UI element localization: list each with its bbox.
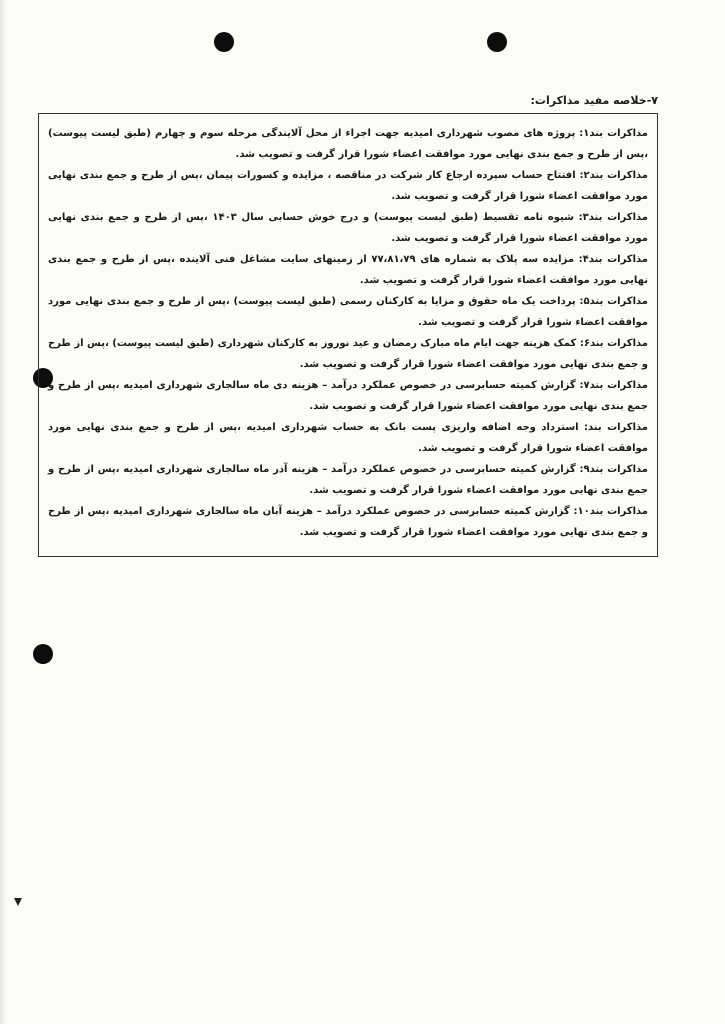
notes-list <box>48 123 648 543</box>
note-item-1: مذاکرات بند۱: پروژه های مصوب شهرداری امیدیه جهت اجراء از محل آلایندگی مرحله سوم و چهارم (طبق لیست پیوست) ،پس از طرح و جمع بندی نهایی مورد موافقت اعضاء شورا قرار گرفت و تصویب شد. <box>48 128 648 160</box>
note-item-7: مذاکرات بند۷: گزارش کمیته حسابرسی در خصوص عملکرد درآمد – هزینه دی ماه سالجاری شهرداری امیدیه ،پس از طرح و جمع بندی نهایی مورد موافقت اعضاء شورا قرار گرفت و تصویب شد. <box>48 380 648 412</box>
punch-hole <box>33 644 53 664</box>
note-item-2: مذاکرات بند۲: افتتاح حساب سپرده ارجاع کار شرکت در مناقصه ، مزایده و کسورات پیمان ،پس از طرح و جمع بندی نهایی مورد موافقت اعضاء شورا قرار گرفت و تصویب شد. <box>48 170 648 202</box>
negotiation-summary-box <box>38 113 658 557</box>
note-item-10: مذاکرات بند۱۰: گزارش کمیته حسابرسی در خصوص عملکرد درآمد – هزینه آبان ماه سالجاری شهرداری امیدیه ،پس از طرح و جمع بندی نهایی مورد موافقت اعضاء شورا قرار گرفت و تصویب شد. <box>48 506 648 538</box>
punch-hole <box>487 32 507 52</box>
note-item-5: مذاکرات بند۵: پرداخت یک ماه حقوق و مزایا به کارکنان رسمی (طبق لیست پیوست) ،پس از طرح و جمع بندی نهایی مورد موافقت اعضاء شورا قرار گرفت و تصویب شد. <box>48 296 648 328</box>
section-heading: ۷-خلاصه مفید مذاکرات: <box>530 94 658 107</box>
scan-mark <box>14 898 22 906</box>
note-item-6: مذاکرات بند۶: کمک هزینه جهت ایام ماه مبارک رمضان و عید نوروز به کارکنان شهرداری (طبق لیست پیوست) ،پس از طرح و جمع بندی نهایی مورد موافقت اعضاء شورا قرار گرفت و تصویب شد. <box>48 338 648 370</box>
note-item-8: مذاکرات بند: استرداد وجه اضافه واریزی پست بانک به حساب شهرداری امیدیه ،پس از طرح و جمع بندی نهایی مورد موافقت اعضاء شورا قرار گرفت و تصویب شد. <box>48 422 648 454</box>
note-item-4: مذاکرات بند۴: مزایده سه پلاک به شماره های ۷۷،۸۱،۷۹ از زمینهای سایت مشاغل فنی آلاینده ،پس از طرح و جمع بندی نهایی مورد موافقت اعضاء شورا قرار گرفت و تصویب شد. <box>48 254 648 286</box>
note-item-3: مذاکرات بند۳: شیوه نامه تقسیط (طبق لیست پیوست) و درج خوش حسابی سال ۱۴۰۳ ،پس از طرح و جمع بندی نهایی مورد موافقت اعضاء شورا قرار گرفت و تصویب شد. <box>48 212 648 244</box>
punch-hole <box>214 32 234 52</box>
page-edge-shadow <box>0 0 6 1024</box>
note-item-9: مذاکرات بند۹: گزارش کمیته حسابرسی در خصوص عملکرد درآمد – هزینه آذر ماه سالجاری شهرداری امیدیه ،پس از طرح و جمع بندی نهایی مورد موافقت اعضاء شورا قرار گرفت و تصویب شد. <box>48 464 648 496</box>
